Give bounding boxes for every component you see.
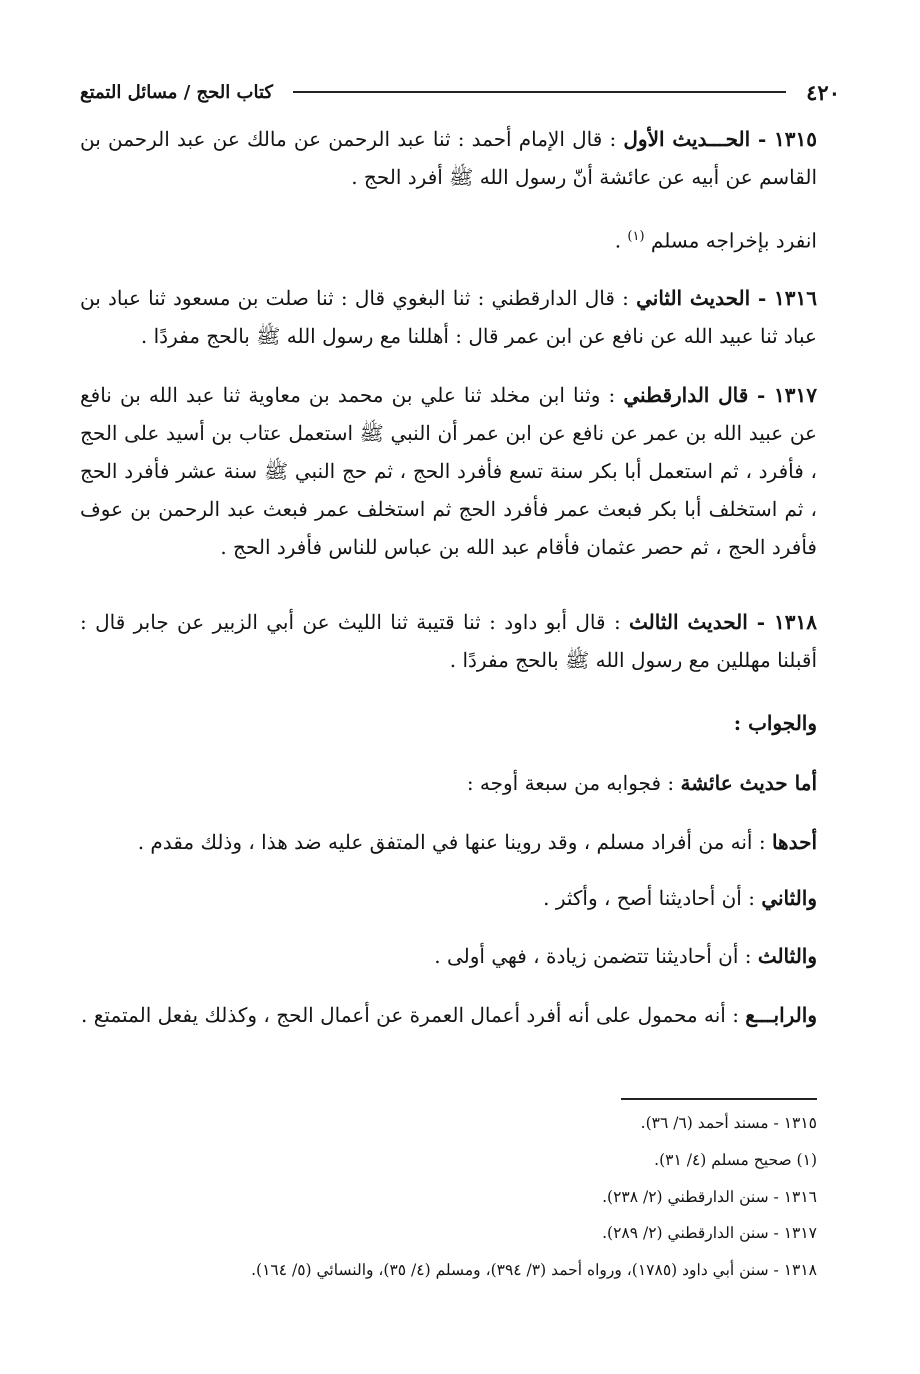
reason-first <box>80 823 817 861</box>
hadith-1315 <box>80 120 817 196</box>
page-number: ٤٢٠ <box>806 79 840 105</box>
hadith-1316-heading: ١٣١٦ - الحديث الثاني <box>636 286 818 310</box>
page-header <box>80 74 840 110</box>
reason-third-heading: والثالث <box>757 944 817 968</box>
reason-fourth-text: : أنه محمول على أنه أفرد أعمال العمرة عن أعمال الحج ، وكذلك يفعل المتمتع . <box>81 1003 746 1027</box>
answer-heading-text: والجواب : <box>733 711 817 735</box>
aisha-answer-heading: أما حديث عائشة <box>680 771 817 795</box>
reason-second-text: : أن أحاديثنا أصح ، وأكثر . <box>543 886 762 910</box>
footnote-1316: ١٣١٦ - سنن الدارقطني (٢/ ٢٣٨). <box>602 1188 817 1206</box>
footnote-separator <box>621 1098 817 1100</box>
footnote-1: (١) صحيح مسلم (٤/ ٣١). <box>654 1151 817 1169</box>
aisha-hadith-answer <box>80 764 817 802</box>
reason-first-heading: أحدها <box>771 830 817 854</box>
hadith-1315-heading: ١٣١٥ - الحـــديث الأول <box>623 127 817 151</box>
reason-second-heading: والثاني <box>761 886 817 910</box>
hadith-1316-text: : قال الدارقطني : ثنا البغوي قال : ثنا صلت بن مسعود ثنا عباد بن عباد ثنا عبيد الله عن نافع عن ابن عمر قال : أهللنا مع رسول الله ﷺ بالحج مفردًا . <box>80 286 817 348</box>
footnote-1318: ١٣١٨ - سنن أبي داود (١٧٨٥)، ورواه أحمد (٣/ ٣٩٤)، ومسلم (٤/ ٣٥)، والنسائي (٥/ ١٦٤). <box>251 1261 817 1279</box>
hadith-1317 <box>80 376 817 566</box>
header-rule <box>293 91 786 93</box>
hadith-1318-text: : قال أبو داود : ثنا قتيبة ثنا الليث عن أبي الزبير عن جابر قال : أقبلنا مهللين مع رسول الله ﷺ بالحج مفردًا . <box>80 610 817 672</box>
reason-second <box>80 879 817 917</box>
answer-heading <box>80 704 817 742</box>
hadith-1316 <box>80 279 817 355</box>
hadith-1315-text: : قال الإمام أحمد : ثنا عبد الرحمن عن مالك عن عبد الرحمن بن القاسم عن أبيه عن عائشة أنّ رسول الله ﷺ أفرد الحج . <box>80 127 817 189</box>
hadith-1318-heading: ١٣١٨ - الحديث الثالث <box>629 610 817 634</box>
footnote-ref-1: (١) <box>627 229 645 244</box>
hadith-1317-heading: ١٣١٧ - قال الدارقطني <box>623 383 817 407</box>
footnote-1317: ١٣١٧ - سنن الدارقطني (٢/ ٢٨٩). <box>602 1224 817 1242</box>
aisha-answer-text: : فجوابه من سبعة أوجه : <box>466 771 681 795</box>
reason-third <box>80 937 817 975</box>
note-muslim <box>80 218 817 260</box>
reason-third-text: : أن أحاديثنا تتضمن زيادة ، فهي أولى . <box>434 944 758 968</box>
note-muslim-text: انفرد بإخراجه مسلم <box>650 228 817 253</box>
hadith-1317-text: : وثنا ابن مخلد ثنا علي بن محمد بن معاوية ثنا عبد الله بن نافع عن عبيد الله بن عمر عن نافع عن ابن عمر أن النبي ﷺ استعمل عتاب بن أسيد على الحج ، فأفرد ، ثم استعمل أبا بكر سنة تسع فأفرد الحج ، ثم حج النبي ﷺ سنة عشر فأفرد الحج ، ثم استخلف أبا بكر فبعث عمر فأفرد الحج ثم استخلف عمر فبعث عبد الرحمن بن عوف فأفرد الحج ، ثم حصر عثمان فأقام عبد الله بن عباس للناس فأفرد الحج . <box>80 383 817 559</box>
note-muslim-tail: . <box>614 228 628 253</box>
footnote-1315: ١٣١٥ - مسند أحمد (٦/ ٣٦). <box>640 1114 817 1132</box>
reason-fourth <box>80 996 817 1034</box>
reason-first-text: : أنه من أفراد مسلم ، وقد روينا عنها في المتفق عليه ضد هذا ، وذلك مقدم . <box>137 830 772 854</box>
running-title: كتاب الحج / مسائل التمتع <box>80 81 273 103</box>
reason-fourth-heading: والرابـــع <box>745 1003 817 1027</box>
hadith-1318 <box>80 603 817 679</box>
